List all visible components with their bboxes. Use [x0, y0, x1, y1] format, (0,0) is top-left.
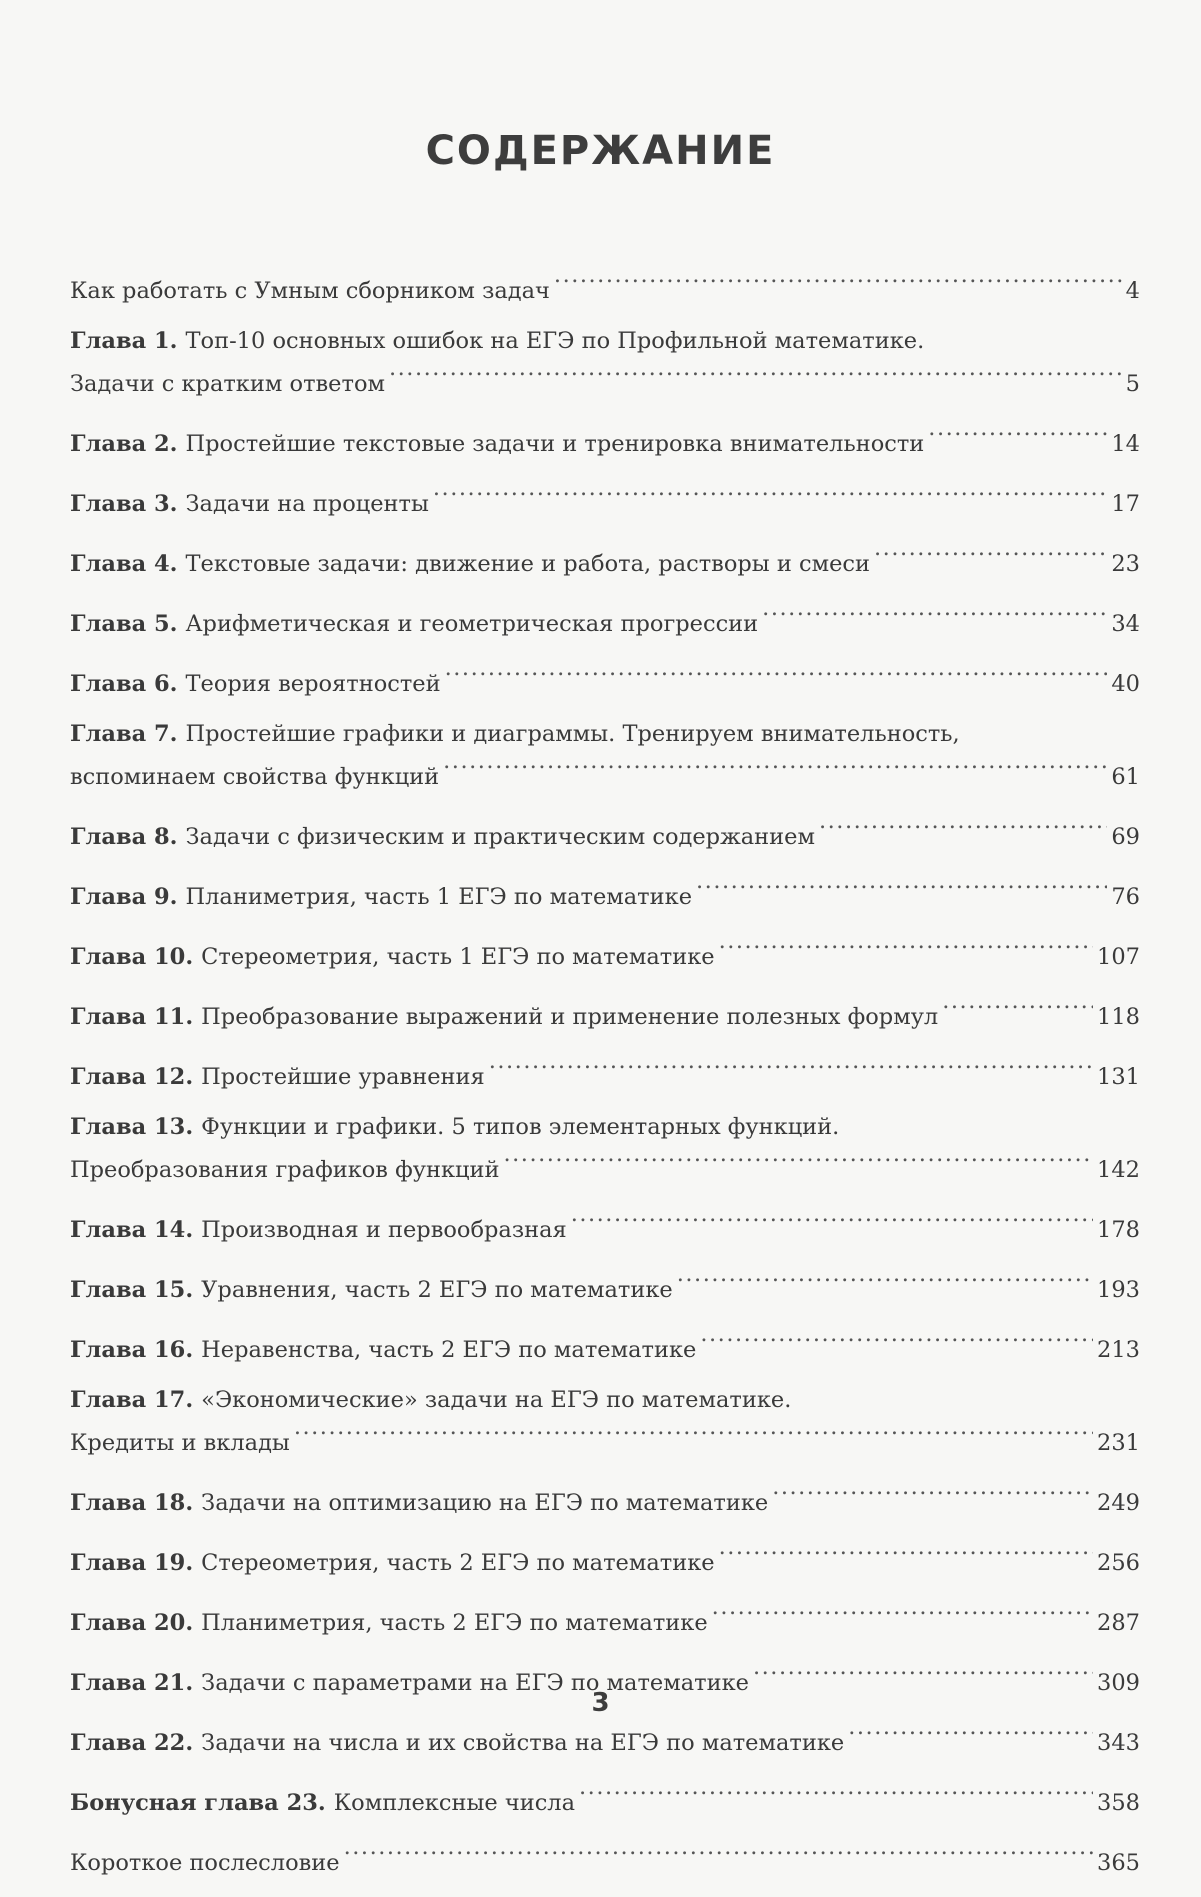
- toc-entry: [70, 1597, 1140, 1640]
- dot-leader: [554, 265, 1122, 298]
- entry-page-number: 69: [1111, 824, 1140, 850]
- entry-page-number: 131: [1097, 1064, 1140, 1090]
- dot-leader: [344, 1837, 1093, 1870]
- chapter-label: Глава 18.: [70, 1490, 194, 1516]
- entry-title: Простейшие текстовые задачи и тренировка внимательности: [185, 431, 925, 457]
- dot-leader: [874, 538, 1107, 571]
- toc-line: [70, 538, 1140, 581]
- chapter-label: Глава 16.: [70, 1337, 194, 1363]
- toc-line: [70, 418, 1140, 461]
- chapter-label: Глава 20.: [70, 1610, 194, 1636]
- toc-entry: [70, 478, 1140, 521]
- entry-title: Задачи с физическим и практическим содержанием: [185, 824, 815, 850]
- toc-line: [70, 1144, 1140, 1187]
- entry-page-number: 118: [1097, 1004, 1140, 1030]
- entry-title: Функции и графики. 5 типов элементарных функций.: [201, 1114, 840, 1140]
- entry-page-number: 256: [1097, 1550, 1140, 1576]
- toc-entry: [70, 1384, 1140, 1460]
- toc-entry: [70, 1324, 1140, 1367]
- toc-line: [70, 325, 1140, 358]
- toc-entry: [70, 991, 1140, 1034]
- entry-title: Топ-10 основных ошибок на ЕГЭ по Профильной математике.: [185, 328, 925, 354]
- chapter-label: Глава 19.: [70, 1550, 194, 1576]
- toc-entry: [70, 1204, 1140, 1247]
- entry-page-number: 309: [1097, 1670, 1140, 1696]
- chapter-label: Глава 9.: [70, 884, 178, 910]
- toc-line: [70, 811, 1140, 854]
- chapter-label: Глава 17.: [70, 1387, 194, 1413]
- toc-entry: [70, 1264, 1140, 1307]
- chapter-label: Глава 11.: [70, 1004, 194, 1030]
- dot-leader: [294, 1417, 1093, 1450]
- toc-line: [70, 1384, 1140, 1417]
- toc-line: [70, 265, 1140, 308]
- chapter-label: Глава 7.: [70, 721, 178, 747]
- dot-leader: [762, 598, 1107, 631]
- entry-title: Короткое послесловие: [70, 1850, 340, 1876]
- dot-leader: [389, 358, 1122, 391]
- entry-page-number: 343: [1097, 1730, 1140, 1756]
- toc-line: [70, 1204, 1140, 1247]
- toc-entry: [70, 598, 1140, 641]
- entry-page-number: 17: [1111, 491, 1140, 517]
- entry-page-number: 193: [1097, 1277, 1140, 1303]
- toc-line: [70, 1717, 1140, 1760]
- toc-entry: [70, 265, 1140, 308]
- chapter-label: Глава 10.: [70, 944, 194, 970]
- entry-page-number: 34: [1111, 611, 1140, 637]
- toc-line: [70, 991, 1140, 1034]
- toc-entry: [70, 1777, 1140, 1820]
- toc-entry: [70, 1717, 1140, 1760]
- entry-page-number: 107: [1097, 944, 1140, 970]
- table-of-contents: [70, 265, 1140, 1897]
- dot-leader: [579, 1777, 1093, 1810]
- dot-leader: [489, 1051, 1093, 1084]
- dot-leader: [753, 1657, 1093, 1690]
- entry-page-number: 287: [1097, 1610, 1140, 1636]
- toc-line: [70, 598, 1140, 641]
- entry-title: Простейшие графики и диаграммы. Тренируем внимательность,: [185, 721, 960, 747]
- chapter-label: Глава 4.: [70, 551, 178, 577]
- dot-leader: [848, 1717, 1093, 1750]
- entry-title: Производная и первообразная: [201, 1217, 567, 1243]
- entry-page-number: 76: [1111, 884, 1140, 910]
- chapter-label: Глава 14.: [70, 1217, 194, 1243]
- dot-leader: [819, 811, 1107, 844]
- page-title: СОДЕРЖАНИЕ: [425, 128, 776, 174]
- toc-line: [70, 1417, 1140, 1460]
- chapter-label: Глава 21.: [70, 1670, 194, 1696]
- entry-page-number: 14: [1111, 431, 1140, 457]
- dot-leader: [504, 1144, 1094, 1177]
- entry-page-number: 4: [1125, 278, 1140, 304]
- entry-title: Теория вероятностей: [185, 671, 441, 697]
- entry-title: Задачи на оптимизацию на ЕГЭ по математике: [201, 1490, 769, 1516]
- entry-title: Преобразование выражений и применение полезных формул: [201, 1004, 939, 1030]
- chapter-label: Глава 13.: [70, 1114, 194, 1140]
- chapter-label: Глава 6.: [70, 671, 178, 697]
- dot-leader: [445, 658, 1108, 691]
- entry-title: Планиметрия, часть 2 ЕГЭ по математике: [201, 1610, 708, 1636]
- toc-line: [70, 751, 1140, 794]
- entry-page-number: 213: [1097, 1337, 1140, 1363]
- dot-leader: [433, 478, 1107, 511]
- entry-title: «Экономические» задачи на ЕГЭ по математике.: [201, 1387, 792, 1413]
- entry-title: Кредиты и вклады: [70, 1430, 290, 1456]
- entry-title: Как работать с Умным сборником задач: [70, 278, 550, 304]
- toc-line: [70, 1597, 1140, 1640]
- toc-entry: [70, 418, 1140, 461]
- dot-leader: [719, 931, 1093, 964]
- toc-line: [70, 931, 1140, 974]
- entry-page-number: 231: [1097, 1430, 1140, 1456]
- toc-entry: [70, 658, 1140, 701]
- entry-title: Уравнения, часть 2 ЕГЭ по математике: [201, 1277, 673, 1303]
- chapter-label: Глава 3.: [70, 491, 178, 517]
- entry-title: Планиметрия, часть 1 ЕГЭ по математике: [185, 884, 693, 910]
- entry-page-number: 365: [1097, 1850, 1140, 1876]
- toc-entry: [70, 718, 1140, 794]
- entry-title: вспоминаем свойства функций: [70, 764, 440, 790]
- entry-page-number: 142: [1097, 1157, 1140, 1183]
- entry-page-number: 249: [1097, 1490, 1140, 1516]
- toc-line: [70, 1477, 1140, 1520]
- dot-leader: [772, 1477, 1093, 1510]
- dot-leader: [712, 1597, 1093, 1630]
- entry-page-number: 178: [1097, 1217, 1140, 1243]
- dot-leader: [443, 751, 1107, 784]
- toc-line: [70, 1051, 1140, 1094]
- chapter-label: Глава 12.: [70, 1064, 194, 1090]
- entry-title: Простейшие уравнения: [201, 1064, 485, 1090]
- toc-line: [70, 871, 1140, 914]
- entry-page-number: 40: [1111, 671, 1140, 697]
- entry-title: Неравенства, часть 2 ЕГЭ по математике: [201, 1337, 697, 1363]
- toc-entry: [70, 325, 1140, 401]
- entry-title: Стереометрия, часть 1 ЕГЭ по математике: [201, 944, 715, 970]
- toc-entry: [70, 1111, 1140, 1187]
- toc-line: [70, 1837, 1140, 1880]
- page-number: 3: [591, 1688, 610, 1718]
- toc-entry: [70, 1477, 1140, 1520]
- toc-line: [70, 358, 1140, 401]
- toc-entry: [70, 1051, 1140, 1094]
- entry-title: Задачи с параметрами на ЕГЭ по математике: [201, 1670, 749, 1696]
- dot-leader: [928, 418, 1107, 451]
- entry-page-number: 5: [1125, 371, 1140, 397]
- toc-entry: [70, 1837, 1140, 1880]
- toc-line: [70, 1111, 1140, 1144]
- entry-page-number: 23: [1111, 551, 1140, 577]
- toc-entry: [70, 811, 1140, 854]
- chapter-label: Бонусная глава 23.: [70, 1790, 326, 1816]
- toc-line: [70, 1777, 1140, 1820]
- toc-entry: [70, 538, 1140, 581]
- toc-line: [70, 658, 1140, 701]
- entry-title: Задачи с кратким ответом: [70, 371, 385, 397]
- chapter-label: Глава 5.: [70, 611, 178, 637]
- dot-leader: [942, 991, 1093, 1024]
- chapter-label: Глава 1.: [70, 328, 178, 354]
- dot-leader: [571, 1204, 1093, 1237]
- toc-line: [70, 718, 1140, 751]
- dot-leader: [677, 1264, 1093, 1297]
- toc-line: [70, 1537, 1140, 1580]
- toc-line: [70, 1324, 1140, 1367]
- chapter-label: Глава 8.: [70, 824, 178, 850]
- entry-title: Преобразования графиков функций: [70, 1157, 500, 1183]
- entry-page-number: 61: [1111, 764, 1140, 790]
- entry-title: Комплексные числа: [333, 1790, 576, 1816]
- toc-line: [70, 478, 1140, 521]
- chapter-label: Глава 15.: [70, 1277, 194, 1303]
- entry-title: Текстовые задачи: движение и работа, растворы и смеси: [185, 551, 871, 577]
- dot-leader: [719, 1537, 1093, 1570]
- entry-page-number: 358: [1097, 1790, 1140, 1816]
- dot-leader: [696, 871, 1107, 904]
- entry-title: Задачи на числа и их свойства на ЕГЭ по математике: [201, 1730, 845, 1756]
- toc-entry: [70, 1537, 1140, 1580]
- entry-title: Стереометрия, часть 2 ЕГЭ по математике: [201, 1550, 715, 1576]
- toc-entry: [70, 871, 1140, 914]
- entry-title: Задачи на проценты: [185, 491, 429, 517]
- toc-entry: [70, 931, 1140, 974]
- chapter-label: Глава 2.: [70, 431, 178, 457]
- entry-title: Арифметическая и геометрическая прогрессии: [185, 611, 759, 637]
- chapter-label: Глава 22.: [70, 1730, 194, 1756]
- dot-leader: [700, 1324, 1093, 1357]
- toc-line: [70, 1264, 1140, 1307]
